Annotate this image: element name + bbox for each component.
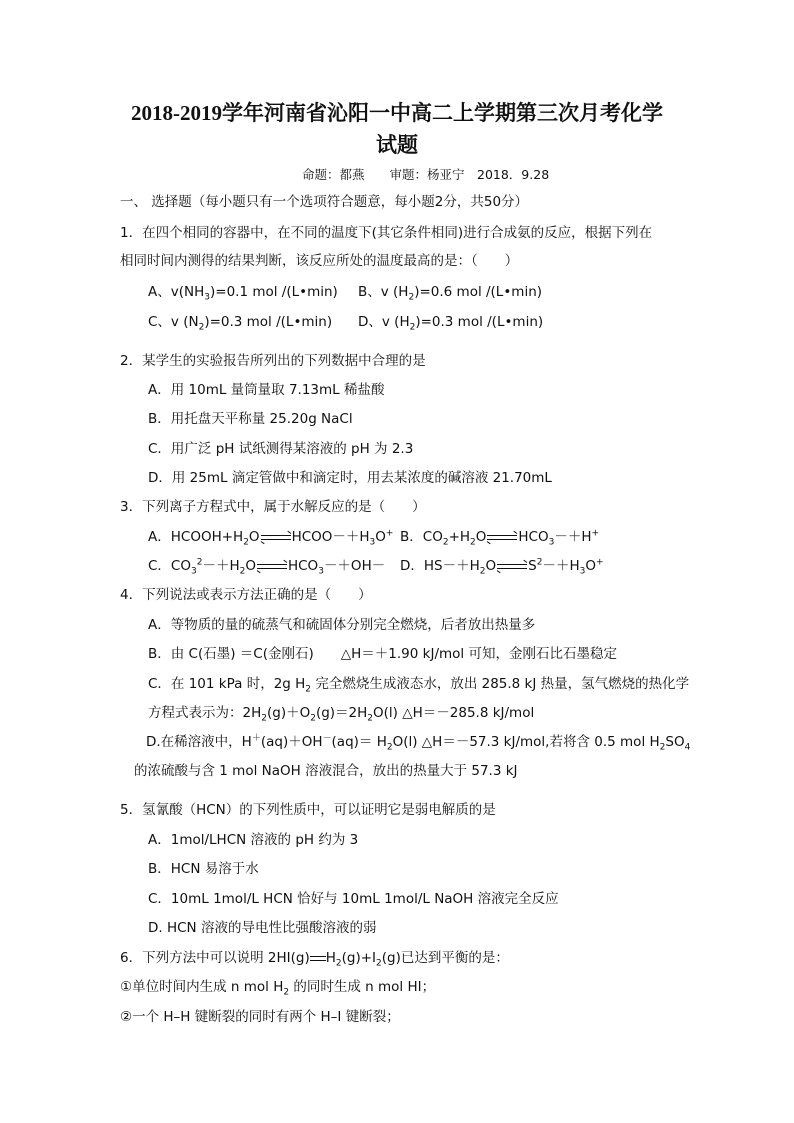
q1-option-b: B、v $(H_2)=0.6$ mol /(L•min)	[358, 284, 543, 303]
q3-option-d: D．$HS-+H_2O$ $S^2-+H_3O^+$	[400, 557, 604, 577]
q5-option-b: B．HCN 易溶于水	[148, 861, 259, 877]
q3-option-c: C．$CO_3^2-+H_2O$ $HCO_3-+OH-$	[148, 557, 386, 577]
q1-option-a: A、$v(NH_3)=0.1$ mol /(L•min)	[148, 284, 338, 303]
q2-stem: 2．某学生的实验报告所列出的下列数据中合理的是	[120, 353, 426, 369]
q5-option-c: C．10mL 1mol/L HCN 恰好与 10mL 1mol/L NaOH 溶液完全反应	[148, 891, 559, 907]
q4-option-d-line1: D.在稀溶液中，$H^+(aq)+OH^-(aq)= H_2O(l)$ △H＝－57.3 kJ/mol,若将含 0.5 mol $H_2SO_4$	[146, 733, 691, 753]
q3-option-a: A．$HCOOH+H_2O$ $HCOO-+H_3O^+$	[148, 528, 394, 548]
q4-option-d-line2: 的浓硫酸与含 1 mol NaOH 溶液混合，放出的热量大于 57.3 kJ	[134, 763, 518, 779]
q4-option-a: A．等物质的量的硫蒸气和硫固体分别完全燃烧，后者放出热量多	[148, 617, 536, 633]
reversible-arrow-icon	[310, 953, 326, 963]
q5-option-a: A．1mol/LHCN 溶液的 pH 约为 3	[148, 832, 359, 848]
q1-option-d: D、v $(H_2)=0.3$ mol /(L•min)	[358, 314, 544, 333]
q1-stem-line2: 相同时间内测得的结果判断，该反应所处的温度最高的是：（ ）	[120, 253, 519, 269]
q2-option-d: D．用 25mL 滴定管做中和滴定时，用去某浓度的碱溶液 21.70mL	[148, 470, 552, 486]
q5-stem: 5．氢氰酸（HCN）的下列性质中，可以证明它是弱电解质的是	[120, 802, 496, 818]
q1-option-c: C、v $(N_2)=0.3$ mol /(L•min)	[148, 314, 333, 333]
exam-meta: 命题：都燕 审题：杨亚宁 2018．9.28	[302, 167, 550, 182]
q5-option-d: D. HCN 溶液的导电性比强酸溶液的弱	[148, 920, 377, 936]
q3-option-b: B．$CO_2+H_2O$ $HCO_3-+H^+$	[400, 528, 600, 548]
q2-option-c: C．用广泛 pH 试纸测得某溶液的 pH 为 2.3	[148, 441, 414, 457]
q1-stem-line1: 1．在四个相同的容器中，在不同的温度下(其它条件相同)进行合成氨的反应，根据下列在	[120, 225, 653, 241]
q3-stem: 3．下列离子方程式中，属于水解反应的是（ ）	[120, 499, 426, 515]
q4-option-b: B．由 C(石墨) ＝C(金刚石) △H＝＋1.90 kJ/mol 可知，金刚石比石墨稳定	[148, 646, 617, 662]
equilibrium-arrow-icon	[487, 532, 517, 542]
q6-item-2: ②一个 H–H 键断裂的同时有两个 H–I 键断裂；	[120, 1009, 400, 1025]
q4-option-c-line1: C．在 101 kPa 时，2g $H_2$ 完全燃烧生成液态水，放出 285.8 kJ 热量，氢气燃烧的热化学	[148, 676, 690, 695]
exam-title-line1: 2018-2019学年河南省沁阳一中高二上学期第三次月考化学	[131, 101, 663, 125]
q6-stem: 6．下列方法中可以说明 2HI(g) $H_2(g)+I_2(g)$已达到平衡的是：	[120, 950, 509, 969]
equilibrium-arrow-icon	[257, 561, 287, 571]
equilibrium-arrow-icon	[261, 532, 291, 542]
q2-option-b: B．用托盘天平称量 25.20g NaCl	[148, 411, 353, 427]
q4-stem: 4．下列说法或表示方法正确的是（ ）	[120, 587, 372, 603]
equilibrium-arrow-icon	[497, 561, 527, 571]
exam-title-line2: 试题	[376, 133, 418, 157]
q6-item-1: ①单位时间内生成 n mol $H_2$ 的同时生成 n mol HI；	[120, 979, 436, 998]
section-heading: 一、 选择题（每小题只有一个选项符合题意，每小题2分，共50分）	[120, 194, 529, 210]
q4-option-c-line2: 方程式表示为：$2H_2(g)+O_2(g)=2H_2O(l)$ △H＝－285.8 kJ/mol	[148, 705, 535, 724]
q2-option-a: A．用 10mL 量筒量取 7.13mL 稀盐酸	[148, 382, 385, 398]
